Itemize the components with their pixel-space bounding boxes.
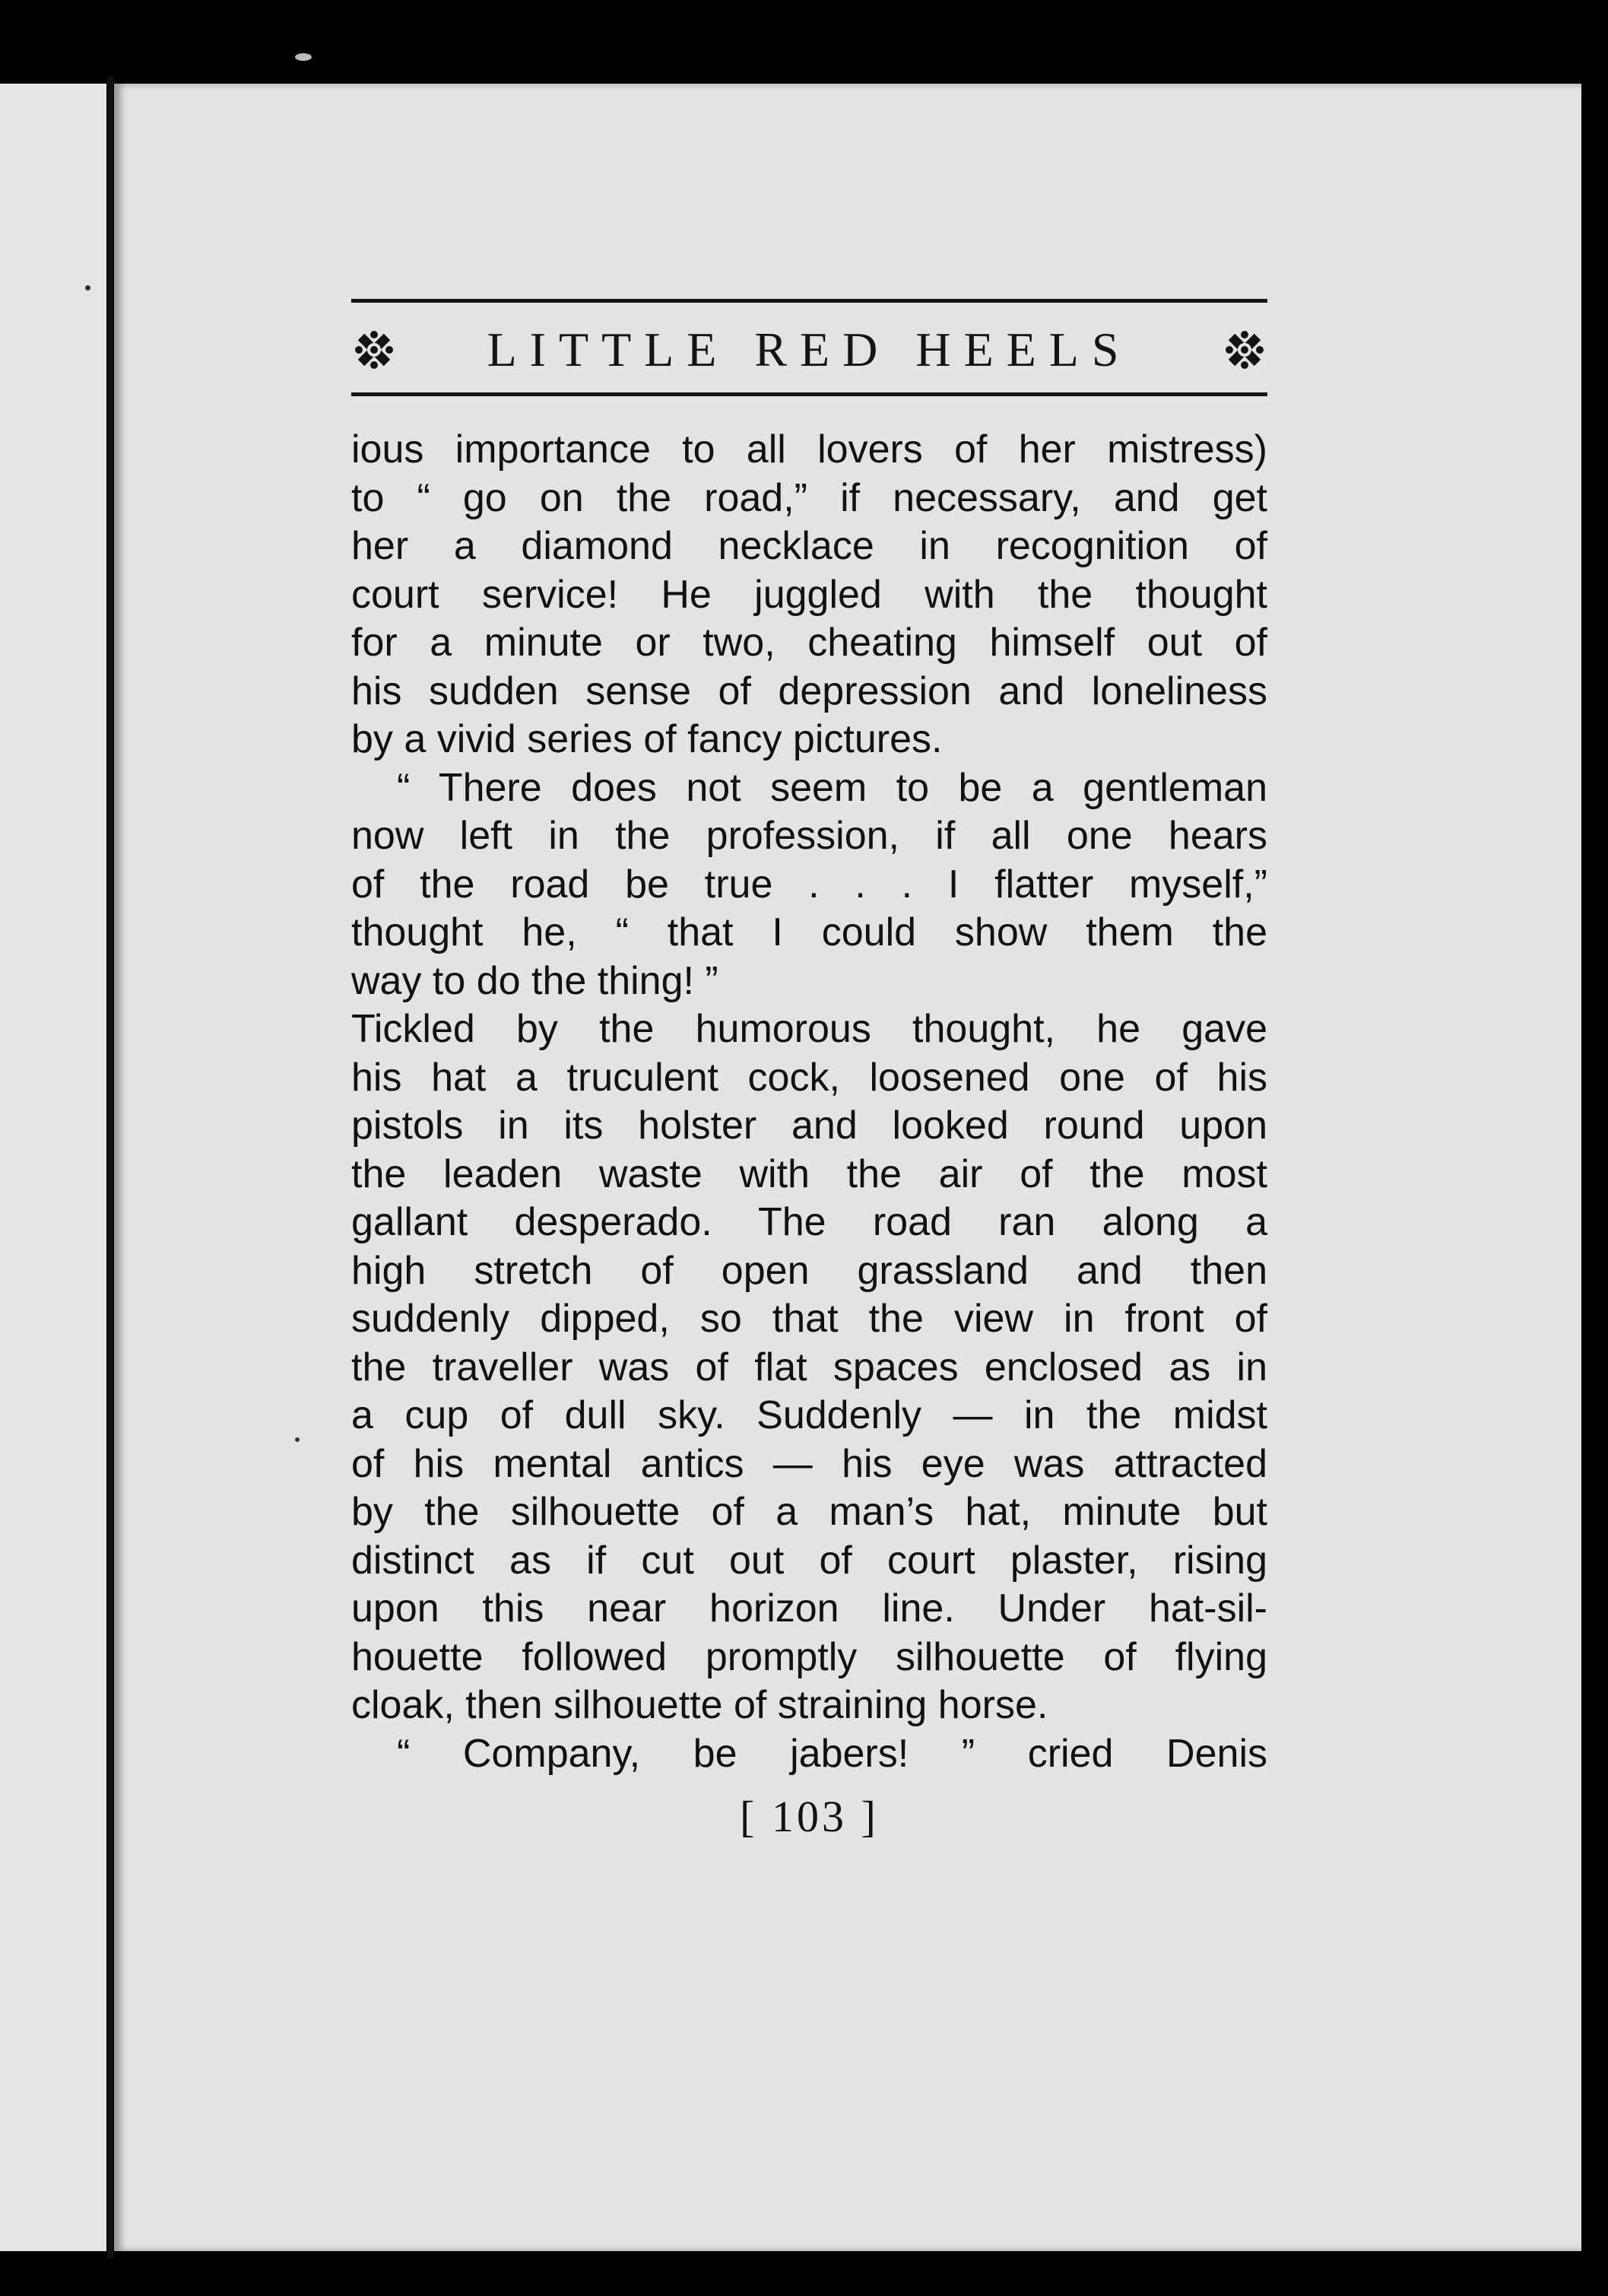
text-line: his hat a truculent cock, loosened one of his: [351, 1055, 1267, 1100]
text-line: her a diamond necklace in recognition of: [351, 524, 1267, 568]
running-title: LITTLE RED HEELS: [487, 322, 1132, 376]
fleuron-ornament-icon: [351, 327, 397, 373]
text-line: by the silhouette of a man’s hat, minute but: [351, 1490, 1267, 1534]
fleuron-ornament-icon: [1222, 327, 1267, 373]
text-line: distinct as if cut out of court plaster, rising: [351, 1538, 1267, 1583]
text-line: now left in the profession, if all one hears: [351, 814, 1267, 858]
text-line: by a vivid series of fancy pictures.: [351, 717, 943, 761]
header-rule-top: [351, 299, 1267, 303]
text-line: upon this near horizon line. Under hat-sil-: [351, 1586, 1267, 1631]
running-header: [351, 316, 1267, 384]
text-line: the leaden waste with the air of the most: [351, 1151, 1267, 1196]
text-line: Tickled by the humorous thought, he gave: [351, 1007, 1267, 1051]
text-line: suddenly dipped, so that the view in front of: [351, 1297, 1267, 1341]
text-line: of his mental antics — his eye was attracted: [351, 1441, 1267, 1486]
text-line: cloak, then silhouette of straining horse.: [351, 1683, 1048, 1727]
text-line: of the road be true . . . I flatter myself,”: [351, 862, 1267, 907]
text-line: “ Company, be jabers! ” cried Denis: [397, 1731, 1267, 1776]
text-line: way to do the thing! ”: [351, 958, 718, 1003]
facing-page-edge: [0, 84, 106, 2251]
text-line: pistols in its holster and looked round upon: [351, 1104, 1267, 1148]
page-number: [ 103 ]: [740, 1792, 879, 1841]
text-line: court service! He juggled with the thought: [351, 572, 1267, 617]
text-line: ious importance to all lovers of her mistress): [351, 427, 1267, 472]
text-line: for a minute or two, cheating himself out of: [351, 621, 1267, 665]
text-line: his sudden sense of depression and loneliness: [351, 668, 1267, 713]
dust-speck: [295, 1437, 300, 1442]
text-line: to “ go on the road,” if necessary, and get: [351, 475, 1267, 520]
dust-speck: [295, 53, 312, 61]
dust-speck: [85, 285, 90, 291]
text-line: a cup of dull sky. Suddenly — in the midst: [351, 1393, 1267, 1437]
body-text: [351, 426, 1267, 1778]
gutter-shadow: [107, 76, 113, 2259]
text-line: thought he, “ that I could show them the: [351, 910, 1267, 954]
text-line: high stretch of open grassland and then: [351, 1248, 1267, 1293]
text-line: houette followed promptly silhouette of flying: [351, 1634, 1267, 1679]
text-line: “ There does not seem to be a gentleman: [397, 765, 1267, 810]
text-line: the traveller was of flat spaces enclosed as in: [351, 1345, 1267, 1389]
header-rule-bottom: [351, 392, 1267, 396]
text-line: gallant desperado. The road ran along a: [351, 1200, 1267, 1244]
